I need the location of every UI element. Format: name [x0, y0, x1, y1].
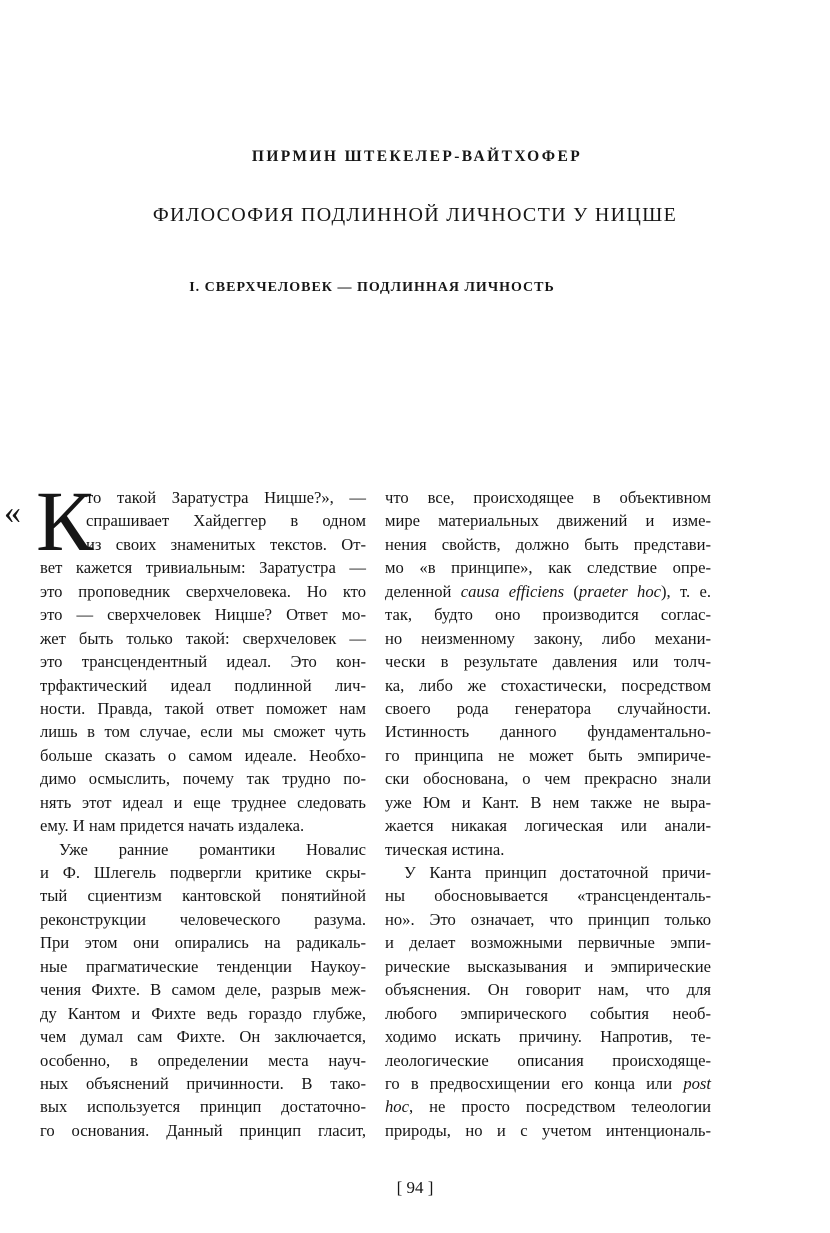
text-line: жается никакая логическая или анали-	[385, 816, 711, 836]
text-line: но неизменному закону, либо механи-	[385, 628, 711, 648]
text-line: нять этот идеал и еще труднее следовать	[40, 792, 366, 812]
text-line: ду Кантом и Фихте ведь гораздо глубже,	[40, 1003, 366, 1023]
section-heading: I. СВЕРХЧЕЛОВЕК — ПОДЛИННАЯ ЛИЧНОСТЬ	[189, 280, 555, 295]
text-line: уже Юм и Кант. В нем также не выра-	[385, 792, 711, 812]
text-line: ные прагматические тенденции Наукоу-	[40, 956, 366, 976]
text-segment: го в предвосхищении его конца или	[385, 1073, 684, 1093]
text-line: из своих знаменитых текстов. От-	[86, 534, 366, 554]
text-line: димо осмыслить, почему так трудно по-	[40, 769, 366, 789]
text-line: чески в результате давления или толч-	[385, 652, 711, 672]
text-line: трфактический идеал подлинной лич-	[40, 675, 366, 695]
text-line: вет кажется тривиальным: Заратустра —	[40, 558, 366, 578]
text-line: нения свойств, должно быть представи-	[385, 534, 711, 554]
text-line	[385, 1072, 711, 1095]
text-line: то такой Заратустра Ницше?», —	[86, 488, 366, 507]
text-line: и делает возможными первичные эмпи-	[385, 933, 711, 953]
text-segment: ), т. е.	[661, 581, 711, 601]
drop-cap: К	[36, 473, 94, 569]
italic-term: causa efficiens	[460, 581, 565, 601]
text-line: объяснения. Он говорит нам, что для	[385, 980, 711, 1000]
text-segment: деленной	[385, 581, 461, 601]
text-line	[385, 580, 711, 603]
text-segment: , не просто посредством телеологии	[408, 1097, 711, 1117]
text-line: ности. Правда, такой ответ поможет нам	[40, 698, 366, 718]
text-line: леологические описания происходяще-	[385, 1050, 711, 1070]
text-segment: (	[564, 581, 579, 601]
right-text-column	[385, 486, 711, 1142]
text-line: рические высказывания и эмпирические	[385, 956, 711, 976]
text-line: жет быть только такой: сверхчеловек —	[40, 628, 366, 648]
text-line: и Ф. Шлегель подвергли критике скры-	[40, 863, 366, 882]
text-line: вых используется принцип достаточно-	[40, 1097, 366, 1117]
text-line: го основания. Данный принцип гласит,	[40, 1120, 366, 1140]
text-line: го принципа не может быть эмпириче-	[385, 745, 711, 765]
text-line: особенно, в определении места науч-	[40, 1050, 366, 1070]
text-line: ски обоснована, о чем прекрасно знали	[385, 769, 711, 789]
text-line: тическая истина.	[385, 839, 505, 859]
text-line: любого эмпирического события необ-	[385, 1003, 711, 1023]
text-line	[385, 1095, 711, 1118]
text-line: ны обосновывается «трансценденталь-	[385, 886, 711, 906]
italic-term: hoc	[385, 1097, 409, 1117]
text-line: это — сверхчеловек Ницше? Ответ мо-	[40, 605, 366, 625]
text-line: это проповедник сверхчеловека. Но кто	[40, 581, 366, 601]
article-title: ФИЛОСОФИЯ ПОДЛИННОЙ ЛИЧНОСТИ У НИЦШЕ	[152, 204, 678, 226]
text-line: природы, но и с учетом интенциональ-	[385, 1120, 711, 1140]
text-line: чем думал сам Фихте. Он заключается,	[40, 1027, 366, 1047]
text-line: Истинность данного фундаментально-	[385, 722, 711, 742]
text-line: ходимо искать причину. Напротив, те-	[385, 1027, 711, 1047]
text-line: ему. И нам придется начать издалека.	[40, 816, 305, 836]
opening-quote-mark: «	[4, 494, 21, 531]
text-line: спрашивает Хайдеггер в одном	[86, 511, 366, 531]
text-line: мо «в принципе», как следствие опре-	[385, 558, 711, 578]
text-line: ка, либо же стохастически, посредством	[385, 675, 711, 695]
text-line: Уже ранние романтики Новалис	[59, 839, 366, 859]
text-line: мире материальных движений и изме-	[385, 511, 711, 531]
italic-term: praeter hoc	[578, 581, 662, 601]
text-line: У Канта принцип достаточной причи-	[404, 863, 711, 882]
text-line: больше сказать о самом идеале. Необхо-	[40, 745, 366, 765]
text-line: чения Фихте. В самом деле, разрыв меж-	[40, 980, 366, 1000]
text-line: своего рода генератора случайности.	[385, 698, 711, 718]
italic-term: post	[683, 1073, 711, 1093]
text-line: так, будто оно производится соглас-	[385, 605, 711, 625]
author-name: ПИРМИН ШТЕКЕЛЕР-ВАЙТХОФЕР	[251, 148, 583, 165]
text-line: лишь в том случае, если мы сможет чуть	[40, 722, 366, 742]
text-line: это трансцендентный идеал. Это кон-	[40, 652, 366, 672]
text-line: что все, происходящее в объективном	[385, 488, 711, 507]
text-line: но». Это означает, что принцип только	[385, 909, 711, 929]
page-number: [ 94 ]	[396, 1178, 434, 1197]
text-line: реконструкции человеческого разума.	[40, 909, 366, 929]
text-line: ных объяснений причинности. В тако-	[40, 1073, 366, 1093]
text-line: тый сциентизм кантовской понятийной	[40, 886, 366, 906]
text-line: При этом они опирались на радикаль-	[40, 933, 366, 953]
left-text-column	[40, 486, 366, 1142]
